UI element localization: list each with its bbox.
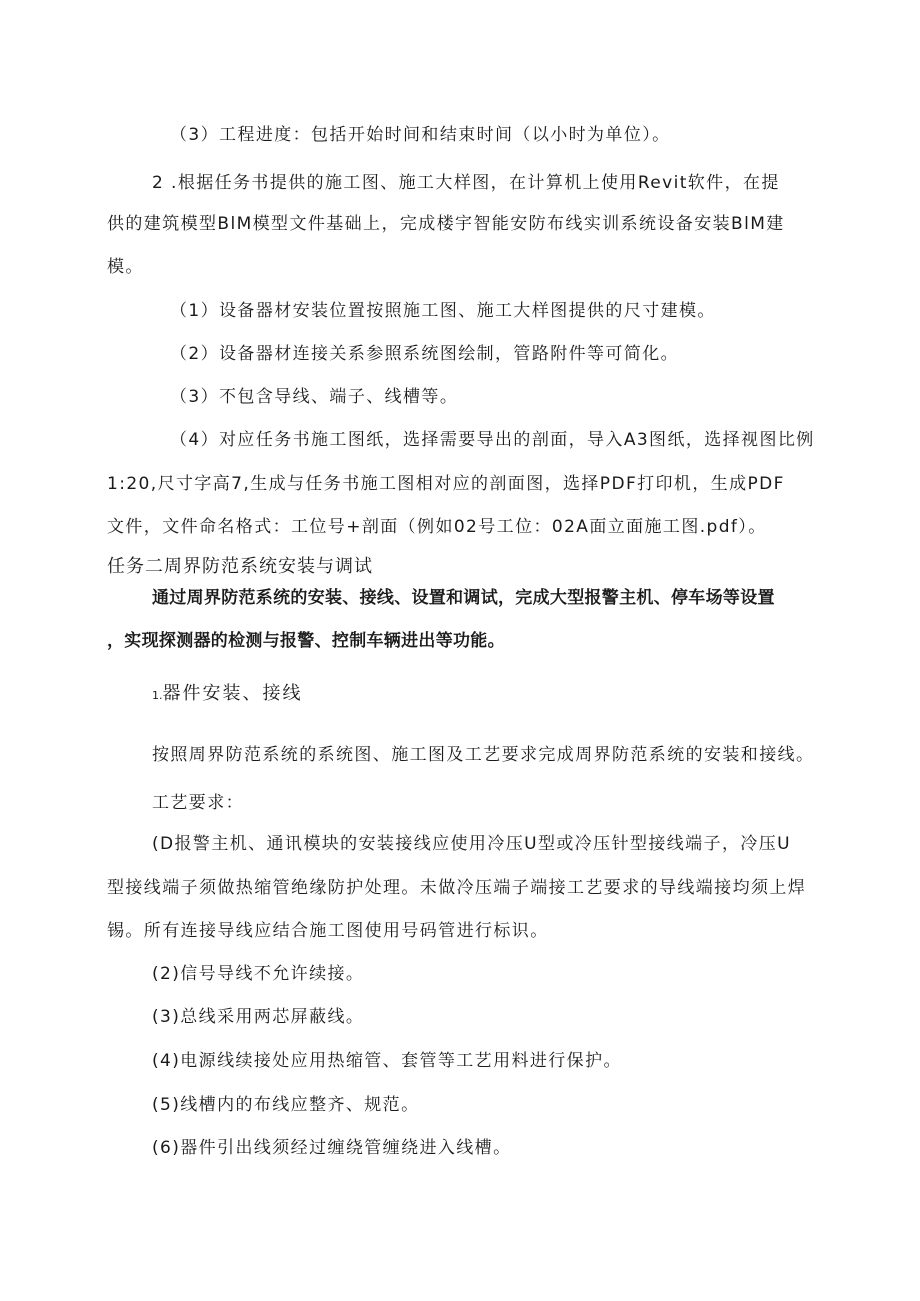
subheading [152,683,303,707]
requirement-6: (6)器件引出线须经过缠绕管缠绕进入线槽。 [152,1138,512,1158]
subheading-number: 1. [152,689,163,702]
subheading-text: 器件安装、接线 [162,683,303,704]
requirement-1-line-2: 型接线端子须做热缩管绝缘防护处理。未做冷压端子端接工艺要求的导线端接均须上焊 [107,878,807,898]
paragraph-progress: （3）工程进度：包括开始时间和结束时间（以小时为单位）。 [170,125,671,145]
requirement-1-line-1: (D报警主机、通讯模块的安装接线应使用冷压U型或冷压针型接线端子，冷压U [152,834,792,854]
paragraph-sub-4-line-2: 1:20,尺寸字高7,生成与任务书施工图相对应的剖面图，选择PDF打印机，生成PDF [107,474,785,494]
requirement-2: (2)信号导线不允许续接。 [152,964,365,984]
task-intro-line-1: 通过周界防范系统的安装、接线、设置和调试，完成大型报警主机、停车场等设置 [152,588,775,608]
paragraph-item-2-line-2: 供的建筑模型BlM模型文件基础上，完成楼宇智能安防布线实训系统设备安装BlM建 [107,214,785,234]
requirement-4: (4)电源线续接处应用热缩管、套管等工艺用料进行保护。 [152,1051,622,1071]
paragraph-install: 按照周界防范系统的系统图、施工图及工艺要求完成周界防范系统的安装和接线。 [152,745,815,765]
requirement-1-line-3: 锡。所有连接导线应结合施工图使用号码管进行标识。 [107,921,549,941]
requirement-3: (3)总线采用两芯屏蔽线。 [152,1007,365,1027]
task-intro-line-2: ，实现探测器的检测与报警、控制车辆进出等功能。 [107,631,505,651]
task-heading: 任务二周界防范系统安装与调试 [107,556,373,577]
paragraph-sub-4-line-3: 文件，文件命名格式：工位号+剖面（例如02号工位：02A面立面施工图.pdf）。 [107,517,767,537]
paragraph-item-2-line-1: 2 .根据任务书提供的施工图、施工大样图，在计算机上使用Revit软件，在提 [152,173,780,193]
paragraph-sub-3: （3）不包含导线、端子、线槽等。 [170,387,459,407]
requirement-5: (5)线槽内的布线应整齐、规范。 [152,1095,420,1115]
paragraph-sub-4-line-1: （4）对应任务书施工图纸，选择需要导出的剖面，导入A3图纸，选择视图比例 [170,430,815,450]
paragraph-sub-1: （1）设备器材安装位置按照施工图、施工大样图提供的尺寸建模。 [170,301,716,321]
paragraph-item-2-line-3: 模。 [107,257,144,277]
paragraph-sub-2: （2）设备器材连接关系参照系统图绘制，管路附件等可简化。 [170,344,680,364]
paragraph-requirements-label: 工艺要求： [152,793,244,813]
